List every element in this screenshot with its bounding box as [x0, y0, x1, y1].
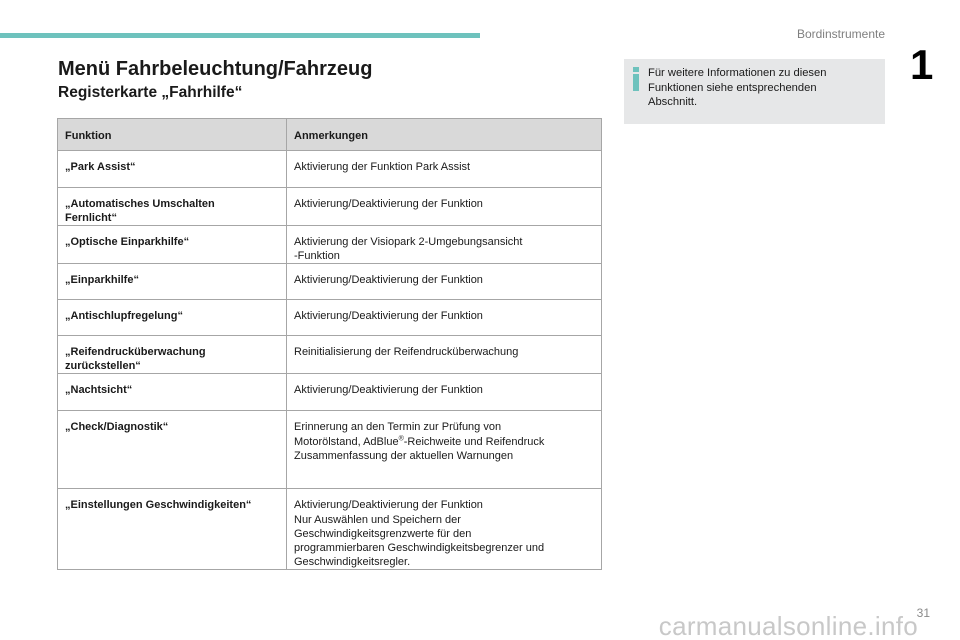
function-cell	[58, 300, 287, 336]
function-name: „Einparkhilfe“	[65, 274, 139, 287]
note-cell	[287, 264, 602, 300]
note-cell	[287, 300, 602, 336]
table-row	[58, 411, 602, 489]
function-name: „Check/Diagnostik“	[65, 421, 169, 434]
info-text-line: Abschnitt.	[648, 96, 698, 109]
page-title: Menü Fahrbeleuchtung/Fahrzeug	[58, 58, 373, 80]
function-cell	[58, 336, 287, 374]
function-name: „Park Assist“	[65, 161, 136, 173]
function-name: „Einstellungen Geschwindigkeiten“	[65, 499, 252, 512]
table-row	[58, 226, 602, 264]
info-icon	[632, 67, 640, 91]
table-row	[58, 188, 602, 226]
note-text-part: -Reichweite und Reifendruck	[403, 435, 545, 448]
note-text: Aktivierung/Deaktivierung der Funktion	[294, 384, 483, 397]
function-name: „Antischlupfregelung“	[65, 310, 183, 323]
note-cell	[287, 489, 602, 569]
note-text: Aktivierung/Deaktivierung der Funktion	[294, 310, 483, 323]
info-text-line: Für weitere Informationen zu diesen	[648, 67, 827, 79]
function-cell	[58, 151, 287, 188]
function-name: Fernlicht“	[65, 212, 117, 225]
function-name: zurückstellen“	[65, 360, 141, 373]
table-header-row	[58, 119, 602, 151]
note-text: Aktivierung der Funktion Park Assist	[294, 161, 471, 173]
info-text	[648, 66, 873, 110]
note-cell	[287, 374, 602, 411]
function-cell	[58, 411, 287, 489]
function-name: „Reifendrucküberwachung	[65, 346, 206, 359]
note-text: -Funktion	[294, 250, 340, 263]
note-cell	[287, 226, 602, 264]
function-cell	[58, 226, 287, 264]
function-name: „Optische Einparkhilfe“	[65, 236, 190, 249]
note-text: Nur Auswählen und Speichern der	[294, 513, 461, 526]
table-row	[58, 374, 602, 411]
note-text: Erinnerung an den Termin zur Prüfung von	[294, 421, 502, 434]
watermark-text: carmanualsonline.info	[658, 611, 918, 640]
function-cell	[58, 374, 287, 411]
note-text: Aktivierung/Deaktivierung der Funktion	[294, 274, 483, 287]
registered-mark: ®	[398, 434, 404, 442]
header-accent-bar	[0, 33, 480, 38]
function-name: „Automatisches Umschalten	[65, 198, 215, 210]
function-cell	[58, 264, 287, 300]
note-text: programmierbaren Geschwindigkeitsbegrenzer und	[294, 541, 545, 554]
table-row	[58, 336, 602, 374]
note-text: Geschwindigkeitsregler.	[294, 555, 411, 568]
note-text-part: Motorölstand, AdBlue	[294, 435, 399, 448]
function-cell	[58, 188, 287, 226]
page-number: 31	[916, 606, 930, 620]
note-cell	[287, 336, 602, 374]
note-text: Aktivierung der Visiopark 2-Umgebungsansicht	[294, 236, 523, 249]
section-title: Bordinstrumente	[796, 27, 885, 41]
column-header-function: Funktion	[58, 119, 287, 151]
table-row	[58, 300, 602, 336]
table-row	[58, 151, 602, 188]
note-text: Geschwindigkeitsgrenzwerte für den	[294, 527, 472, 540]
note-cell	[287, 188, 602, 226]
table-row	[58, 264, 602, 300]
function-table	[57, 118, 602, 570]
table-row	[58, 489, 602, 569]
column-header-notes: Anmerkungen	[287, 119, 602, 151]
note-text: Aktivierung/Deaktivierung der Funktion	[294, 499, 483, 512]
note-text: Aktivierung/Deaktivierung der Funktion	[294, 198, 483, 210]
note-cell	[287, 151, 602, 188]
note-text-adblue	[294, 435, 594, 449]
chapter-number: 1	[910, 41, 934, 88]
function-name: „Nachtsicht“	[65, 384, 133, 397]
function-cell	[58, 489, 287, 569]
note-cell	[287, 411, 602, 489]
page-subtitle: Registerkarte „Fahrhilfe“	[58, 84, 243, 101]
note-text: Reinitialisierung der Reifendrucküberwachung	[294, 346, 519, 359]
info-text-line: Funktionen siehe entsprechenden	[648, 81, 817, 94]
note-text: Zusammenfassung der aktuellen Warnungen	[294, 449, 514, 462]
